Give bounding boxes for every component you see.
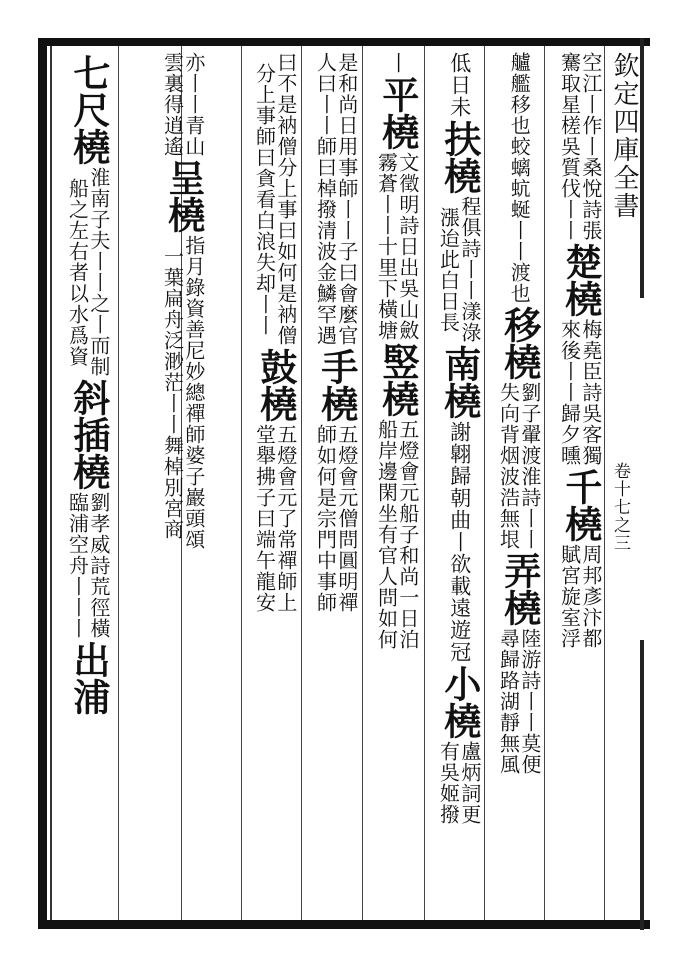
annotation-pair [438, 741, 480, 825]
annotation-line: 艫艦移也蛟螭蚢蜒丨丨渡也 [507, 52, 532, 304]
annotation-line: 劉孝威詩荒徑橫 [86, 492, 111, 639]
column-rule [424, 46, 425, 920]
annotation-line: 陸游詩丨丨莫便 [517, 628, 542, 775]
annotation-line: 漲迨此白日長 [436, 206, 461, 333]
annotation-line: 有吳姬撥 [436, 741, 461, 825]
headword: 斜插橈 [66, 379, 111, 490]
headword: 弄橈 [497, 552, 542, 626]
column-rule [241, 46, 242, 920]
annotation-line: 曰不是衲僧分上事曰如何是衲僧 [273, 52, 298, 346]
annotation-pair [559, 319, 601, 466]
annotation-line: 亦丨丨青山 [181, 52, 206, 157]
annotation-line: 來後丨丨歸夕曛 [557, 319, 582, 466]
frame-bottom-border [40, 920, 650, 929]
headword: 楚橈 [558, 243, 603, 317]
annotation-line: 空江丨作丨桑悅詩張 [578, 52, 603, 241]
volume-label: 卷十七之三 [610, 462, 630, 552]
column-rule [544, 46, 545, 920]
headword: 南橈 [437, 345, 482, 419]
annotation-pair [162, 235, 204, 550]
headword: 鼓橈 [253, 348, 298, 422]
book-title: 欽定四庫全書 [609, 52, 639, 220]
headword: 七尺橈 [66, 54, 111, 165]
headword: 竪橈 [375, 343, 420, 417]
page-margin [606, 52, 638, 912]
annotation-line: 騫取星槎吳質伐丨丨 [557, 52, 582, 241]
headword: 出浦 [66, 641, 111, 715]
annotation-pair [254, 52, 296, 346]
annotation-line: 一葉扁舟泛渺茫丨丨舞棹別宮商 [160, 245, 185, 540]
annotation-pair [498, 382, 540, 550]
annotation-line: 盧炳詞更 [457, 741, 482, 825]
annotation-pair [162, 52, 204, 157]
text-column-3 [435, 52, 483, 916]
headword: 小橈 [437, 665, 482, 739]
annotation-line: 劉子翬渡淮詩丨丨 [517, 382, 542, 550]
headword: 呈橈 [161, 159, 206, 233]
column-rule [604, 46, 605, 920]
annotation-line: 人曰丨丨師曰棹撥清波金鱗罕遇 [313, 52, 338, 346]
frame-right-border [640, 640, 644, 930]
text-column-6 [251, 52, 299, 916]
headword: 手橈 [314, 348, 359, 422]
annotation-line: 堂舉拂子曰端午龍安 [252, 424, 277, 613]
annotation-pair [254, 424, 296, 613]
headword: 移橈 [497, 306, 542, 380]
annotation-pair [67, 492, 109, 639]
column-rule [301, 46, 302, 920]
annotation-pair [376, 419, 418, 650]
annotation-line: 程俱詩丨丨漾淥 [457, 196, 482, 343]
annotation-pair [507, 52, 532, 304]
frame-top-border [40, 38, 650, 46]
annotation-line: 指月錄資善尼妙總禪師婆子巖頭頌 [181, 235, 206, 550]
headword: 扶橈 [437, 120, 482, 194]
text-column-1 [556, 52, 604, 916]
annotation-line: 梅堯臣詩吳客獨 [578, 319, 603, 466]
annotation-line: 淮南子夫丨丨之丨而制 [86, 167, 111, 377]
column-rule [484, 46, 485, 920]
annotation-pair [559, 52, 601, 241]
annotation-pair [67, 167, 109, 377]
annotation-line: 丨 [385, 52, 410, 74]
annotation-line: 五燈會元僧問圓明禪 [334, 424, 359, 613]
annotation-pair [315, 424, 357, 613]
annotation-line: 謝翺歸朝曲丨欲載遠遊冠 [447, 421, 472, 663]
frame-left-border [38, 38, 47, 929]
annotation-line: 船之左右者以水爲資 [65, 177, 90, 367]
text-column-7 [129, 52, 237, 916]
annotation-pair [498, 628, 540, 775]
headword: 平橈 [375, 76, 420, 150]
column-rule [362, 46, 363, 920]
annotation-line: 五燈會元船子和尚一日泊 [395, 419, 420, 650]
annotation-pair [376, 152, 418, 341]
annotation-line: 周邦彥汴都 [578, 544, 603, 649]
annotation-line: 尋歸路湖靜無風 [496, 628, 521, 775]
annotation-line: 霧蒼丨丨十里下橫塘 [374, 152, 399, 341]
annotation-line: 分上事師曰貪看白浪失却丨丨 [252, 62, 277, 336]
annotation-line: 雲裏得逍遙 [160, 52, 185, 157]
column-rule [118, 46, 119, 920]
text-column-5 [312, 52, 360, 916]
annotation-pair [559, 544, 601, 649]
text-column-8 [60, 52, 116, 916]
annotation-pair [438, 196, 480, 343]
annotation-line: 文徵明詩日出吳山斂 [395, 152, 420, 341]
annotation-line: 臨浦空舟丨丨丨 [65, 492, 90, 639]
annotation-line: 船岸邊閑坐有官人問如何 [374, 419, 399, 650]
annotation-line: 賦宮旋室浮 [557, 544, 582, 649]
text-column-2 [495, 52, 543, 916]
annotation-line: 師如何是宗門中事師 [313, 424, 338, 613]
annotation-pair [315, 52, 357, 346]
annotation-line: 失向背烟波浩無垠 [496, 382, 521, 550]
annotation-line: 是和尚日用事師丨丨子曰會麼官 [334, 52, 359, 346]
text-column-4 [373, 52, 421, 916]
headword: 千橈 [558, 468, 603, 542]
inner-left-rule [50, 46, 52, 920]
annotation-line: 低日未 [447, 52, 472, 118]
annotation-line: 五燈會元了常禪師上 [273, 424, 298, 613]
